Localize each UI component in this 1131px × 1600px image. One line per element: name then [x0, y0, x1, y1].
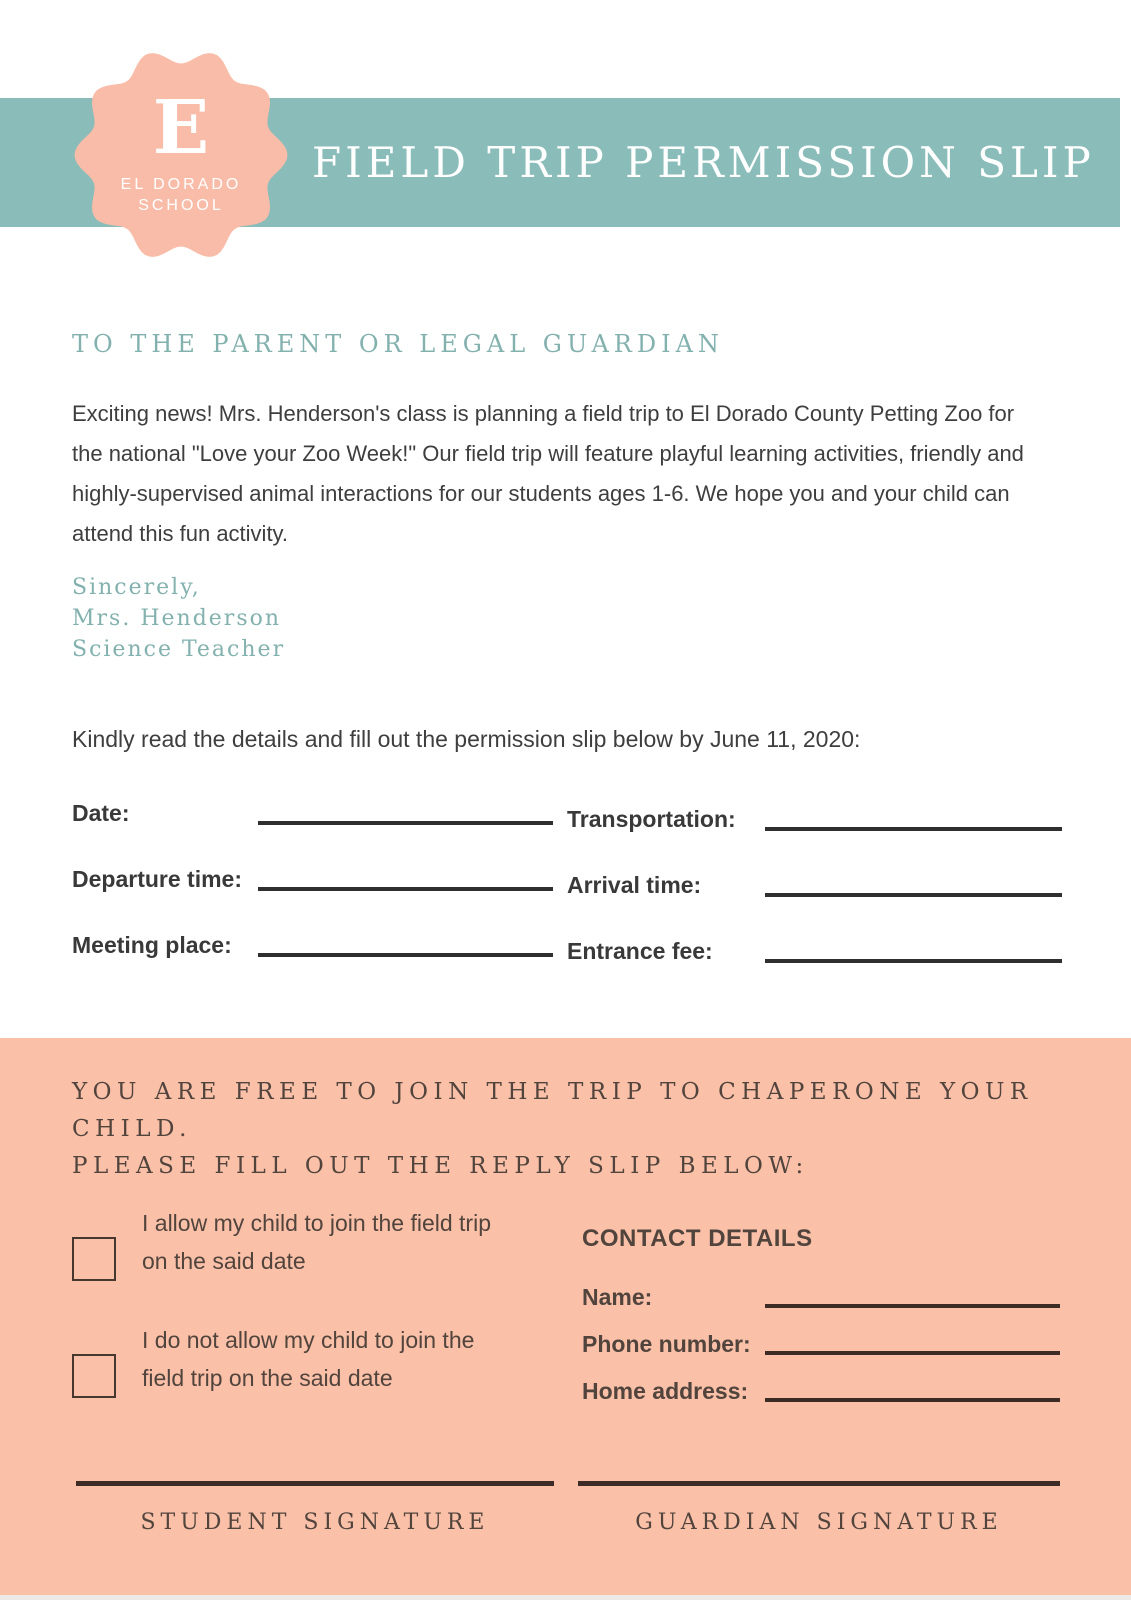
signoff-teacher-name: Mrs. Henderson — [72, 606, 282, 631]
contact-details-block — [582, 1224, 1060, 1415]
name-field-line[interactable] — [765, 1304, 1060, 1308]
meeting-place-row — [72, 912, 553, 978]
transportation-label: Transportation: — [567, 805, 736, 832]
salutation-heading: TO THE PARENT OR LEGAL GUARDIAN — [72, 330, 724, 358]
not-allow-checkbox[interactable] — [72, 1354, 116, 1398]
date-label: Date: — [72, 799, 130, 826]
entrance-fee-field-line[interactable] — [765, 959, 1062, 963]
consent-options — [72, 1204, 552, 1438]
guardian-signature-line[interactable] — [578, 1481, 1060, 1486]
school-name-line1: EL DORADO — [120, 176, 242, 194]
arrival-time-label: Arrival time: — [567, 871, 702, 898]
signoff-teacher-role: Science Teacher — [72, 637, 286, 662]
guardian-signature-block — [578, 1481, 1060, 1535]
meeting-place-label: Meeting place: — [72, 931, 232, 958]
departure-time-field-line[interactable] — [258, 887, 553, 891]
allow-checkbox[interactable] — [72, 1237, 116, 1281]
school-initial: E — [152, 85, 210, 172]
meeting-place-field-line[interactable] — [258, 953, 553, 957]
not-allow-option — [72, 1321, 552, 1398]
page-bottom-edge — [0, 1595, 1131, 1600]
not-allow-option-label: I do not allow my child to join the field trip on the said date — [142, 1327, 475, 1391]
reply-slip-section — [0, 1038, 1131, 1600]
arrival-time-row — [567, 852, 1062, 918]
entrance-fee-label: Entrance fee: — [567, 937, 713, 964]
guardian-signature-label: GUARDIAN SIGNATURE — [635, 1510, 1003, 1535]
date-field-line[interactable] — [258, 821, 553, 825]
signoff-block — [72, 572, 285, 665]
departure-time-row — [72, 846, 553, 912]
phone-number-label: Phone number: — [582, 1331, 751, 1357]
home-address-field-line[interactable] — [765, 1398, 1060, 1402]
page-title: FIELD TRIP PERMISSION SLIP — [312, 138, 1095, 187]
phone-number-row — [582, 1321, 1060, 1368]
instructions-text: Kindly read the details and fill out the permission slip below by June 11, 2020: — [72, 726, 861, 752]
arrival-time-field-line[interactable] — [765, 893, 1062, 897]
school-name-line2: SCHOOL — [138, 197, 224, 215]
allow-option — [72, 1204, 552, 1281]
reply-heading-line2: PLEASE FILL OUT THE REPLY SLIP BELOW: — [72, 1153, 809, 1179]
student-signature-label: STUDENT SIGNATURE — [140, 1510, 490, 1535]
phone-number-field-line[interactable] — [765, 1351, 1060, 1355]
departure-time-label: Departure time: — [72, 865, 242, 892]
details-form-left-column — [72, 780, 553, 978]
school-logo-badge — [66, 40, 296, 270]
reply-heading-line1: YOU ARE FREE TO JOIN THE TRIP TO CHAPERONE YOUR CHILD. — [72, 1079, 1033, 1142]
name-row — [582, 1274, 1060, 1321]
allow-option-label: I allow my child to join the field trip on the said date — [142, 1210, 491, 1274]
student-signature-block — [76, 1481, 554, 1535]
reply-slip-heading — [72, 1074, 1131, 1185]
contact-details-heading: CONTACT DETAILS — [582, 1225, 813, 1252]
name-label: Name: — [582, 1284, 653, 1310]
badge-content — [66, 40, 296, 270]
home-address-label: Home address: — [582, 1378, 749, 1404]
home-address-row — [582, 1368, 1060, 1415]
signoff-closing: Sincerely, — [72, 575, 201, 600]
student-signature-line[interactable] — [76, 1481, 554, 1486]
letter-body: Exciting news! Mrs. Henderson's class is planning a field trip to El Dorado County Petting Zoo for the national "Love your Zoo Week!" Our field trip will feature playful learning activities, friendly and highly-supervised animal interactions for our students ages 1-6. We hope you and your child can attend this fun activity. — [72, 401, 1024, 546]
date-row — [72, 780, 553, 846]
transportation-row — [567, 786, 1062, 852]
details-form-right-column — [567, 786, 1062, 984]
transportation-field-line[interactable] — [765, 827, 1062, 831]
entrance-fee-row — [567, 918, 1062, 984]
